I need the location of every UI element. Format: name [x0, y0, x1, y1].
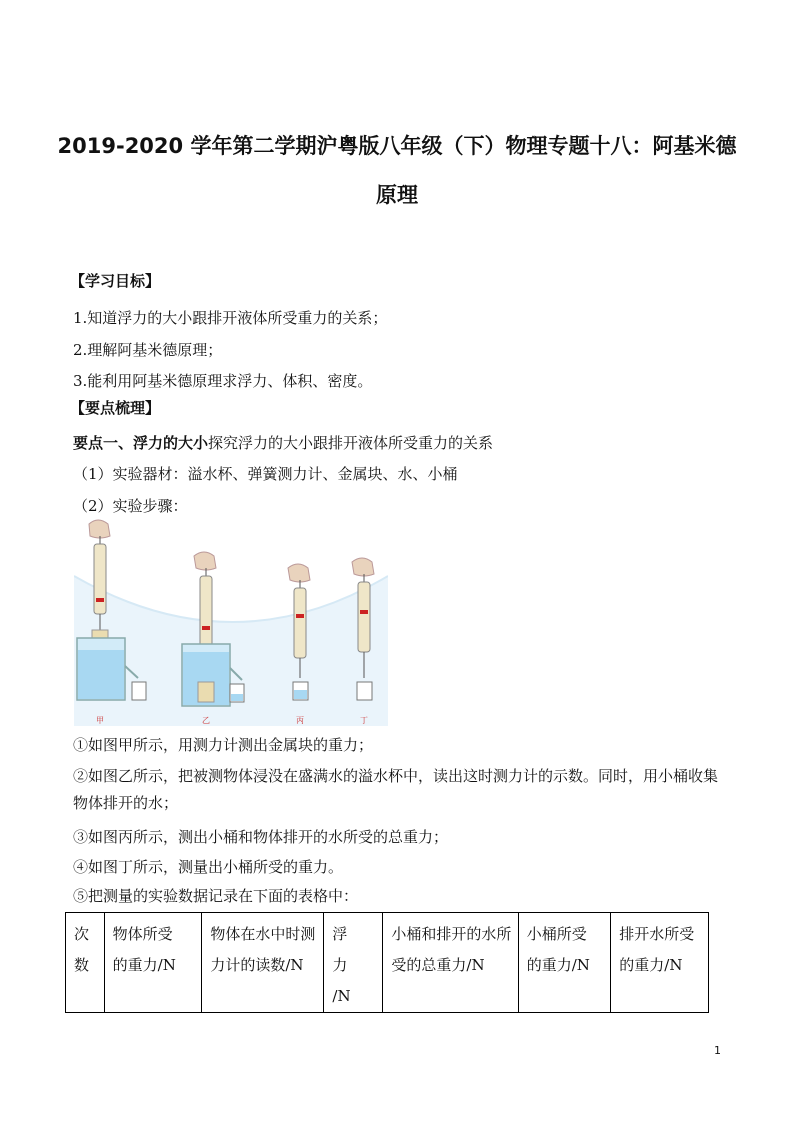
table-header-row	[66, 913, 709, 1013]
header-cell-bucket-weight: 小桶所受 的重力/N	[518, 913, 611, 1013]
steps-label: （2）实验步骤：	[73, 497, 188, 515]
step-4: ④如图丁所示，测量出小桶所受的重力。	[73, 858, 344, 876]
header-cell-buoyancy: 浮 力 /N	[324, 913, 383, 1013]
document-title-line-2: 原理	[376, 183, 418, 207]
data-table	[65, 912, 709, 1013]
objective-item-1: 1.知道浮力的大小跟排开液体所受重力的关系；	[73, 309, 388, 327]
objective-item-3: 3.能利用阿基米德原理求浮力、体积、密度。	[73, 372, 373, 390]
point-1-text: 探究浮力的大小跟排开液体所受重力的关系	[208, 434, 494, 452]
step-5: ⑤把测量的实验数据记录在下面的表格中：	[73, 887, 359, 905]
point-1-title: 要点一、浮力的大小	[73, 434, 209, 452]
header-cell-object-weight: 物体所受 的重力/N	[104, 913, 202, 1013]
figure-label-jia: 甲	[96, 716, 104, 725]
header-cell-total-weight: 小桶和排开的水所 受的总重力/N	[383, 913, 518, 1013]
equipment-text: （1）实验器材：溢水杯、弹簧测力计、金属块、水、小桶	[73, 465, 458, 483]
step-1: ①如图甲所示，用测力计测出金属块的重力；	[73, 736, 374, 754]
figure-label-yi: 乙	[202, 716, 210, 725]
header-cell-times: 次 数	[66, 913, 105, 1013]
experiment-figure	[74, 518, 388, 726]
header-cell-displaced-water-weight: 排开水所受 的重力/N	[611, 913, 709, 1013]
page-number: 1	[714, 1044, 721, 1057]
step-2: ②如图乙所示，把被测物体浸没在盛满水的溢水杯中，读出这时测力计的示数。同时，用小桶收集物体排开的水；	[73, 767, 719, 812]
figure-label-bing: 丙	[296, 716, 304, 725]
point-1-line	[73, 432, 493, 453]
header-cell-reading-in-water: 物体在水中时测 力计的读数/N	[202, 913, 324, 1013]
document-title-line-1: 2019-2020 学年第二学期沪粤版八年级（下）物理专题十八：阿基米德	[57, 134, 737, 158]
figure-label-ding: 丁	[360, 716, 368, 725]
key-points-heading: 【要点梳理】	[70, 399, 161, 417]
objectives-heading: 【学习目标】	[70, 272, 161, 290]
objective-item-2: 2.理解阿基米德原理；	[73, 341, 223, 359]
step-3: ③如图丙所示，测出小桶和物体排开的水所受的总重力；	[73, 828, 449, 846]
